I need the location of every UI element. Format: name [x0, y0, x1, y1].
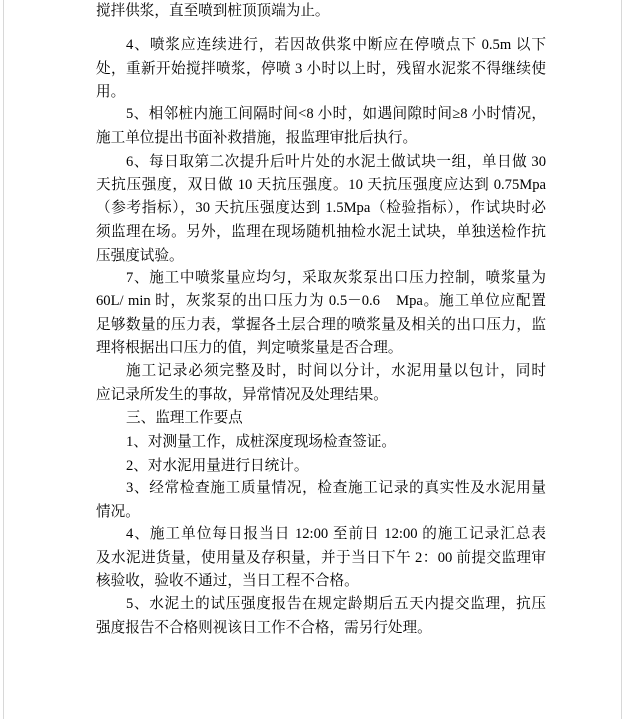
text-line: 理将根据出口压力的值，判定喷浆量是否合理。 [96, 340, 403, 356]
text-line: 用。 [96, 84, 126, 100]
text-line: 处，重新开始搅拌喷浆，停喷 3 小时以上时，残留水泥浆不得继续使 [96, 61, 546, 77]
text-line: 6、每日取第二次提升后叶片处的水泥土做试块一组，单日做 30 [126, 154, 546, 170]
text-line: 及水泥进货量，使用量及存积量，并于当日下午 2：00 前提交监理审 [96, 550, 546, 566]
text-line: 60L/ min 时，灰浆泵的出口压力为 0.5－0.6 Mpa。施工单位应配置 [96, 293, 546, 309]
text-line: （参考指标），30 天抗压强度达到 1.5Mpa（检验指标），作试块时必 [96, 200, 546, 216]
text-line: 压强度试验。 [96, 248, 184, 264]
left-margin-rule [3, 0, 4, 719]
text-line: 强度报告不合格则视该日工作不合格，需另行处理。 [96, 620, 432, 636]
text-line: 1、对测量工作，成桩深度现场检查签证。 [126, 434, 396, 450]
text-line: 4、施工单位每日报当日 12:00 至前日 12:00 的施工记录汇总表 [126, 526, 546, 542]
text-line: 搅拌供浆，直至喷到桩顶顶端为止。 [96, 3, 330, 19]
text-line: 应记录所发生的事故，异常情况及处理结果。 [96, 387, 388, 403]
text-line: 2、对水泥用量进行日统计。 [126, 458, 309, 474]
text-line: 三、监理工作要点 [126, 410, 243, 426]
text-line: 5、水泥土的试压强度报告在规定龄期后五天内提交监理，抗压 [126, 596, 546, 612]
text-line: 情况。 [96, 504, 140, 520]
text-line: 7、施工中喷浆量应均匀，采取灰浆泵出口压力控制，喷浆量为 [126, 270, 546, 286]
text-line: 天抗压强度，双日做 10 天抗压强度。10 天抗压强度应达到 0.75Mpa [96, 177, 546, 193]
text-line: 5、相邻桩内施工间隔时间<8 小时，如遇间隙时间≥8 小时情况， [126, 106, 546, 122]
text-line: 施工记录必须完整及时，时间以分计，水泥用量以包计，同时 [126, 363, 546, 379]
text-line: 3、经常检查施工质量情况，检查施工记录的真实性及水泥用量 [126, 480, 546, 496]
text-line: 施工单位提出书面补救措施，报监理审批后执行。 [96, 130, 418, 146]
right-margin-rule [621, 0, 622, 719]
text-line: 须监理在场。另外，监理在现场随机抽检水泥土试块，单独送检作抗 [96, 224, 546, 240]
text-line: 4、喷浆应连续进行，若因故供浆中断应在停喷点下 0.5m 以下 [126, 37, 546, 53]
text-line: 足够数量的压力表，掌握各土层合理的喷浆量及相关的出口压力，监 [96, 317, 546, 333]
text-line: 核验收，验收不通过，当日工程不合格。 [96, 573, 359, 589]
